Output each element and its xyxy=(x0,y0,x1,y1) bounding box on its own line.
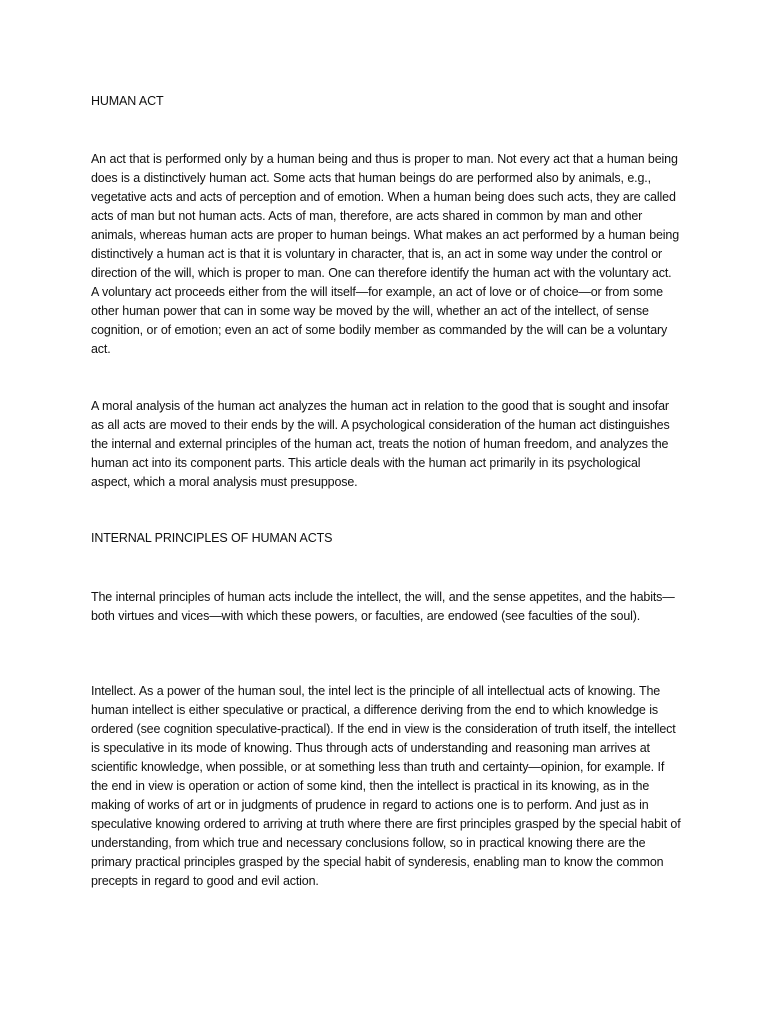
document-title-block xyxy=(91,92,681,111)
intro-paragraph: An act that is performed only by a human being and thus is proper to man. Not every act that a human being does is a distinctively human act. Some acts that human beings do are performed also by animals, e.g., vegetative acts and acts of perception and of emotion. When a human being does such acts, they are called acts of man but not human acts. Acts of man, therefore, are acts shared in common by man and other animals, whereas human acts are proper to human beings. What makes an act performed by a human being distinctively a human act is that it is voluntary in character, that is, an act in some way under the control or direction of the will, which is proper to man. One can therefore identify the human act with the voluntary act. A voluntary act proceeds either from the will itself—for example, an act of love or of choice—or from some other human power that can in some way be moved by the will, whether an act of the intellect, of sense cognition, or of emotion; even an act of some bodily member as commanded by the will can be a voluntary act. xyxy=(91,152,680,356)
intellect-paragraph-block xyxy=(91,682,681,891)
document-title: HUMAN ACT xyxy=(91,94,164,108)
internal-principles-paragraph: The internal principles of human acts include the intellect, the will, and the sense appetites, and the habits— both virtues and vices—with which these powers, or faculties, are endowed (see faculties of the soul). xyxy=(91,590,675,623)
section-heading: INTERNAL PRINCIPLES OF HUMAN ACTS xyxy=(91,531,333,545)
intro-paragraph-block xyxy=(91,150,681,359)
moral-analysis-paragraph: A moral analysis of the human act analyzes the human act in relation to the good that is sought and insofar as all acts are moved to their ends by the will. A psychological consideration of the human act distinguishes the internal and external principles of the human act, treats the notion of human freedom, and analyzes the human act into its component parts. This article deals with the human act primarily in its psychological aspect, which a moral analysis must presuppose. xyxy=(91,399,670,489)
section-heading-block xyxy=(91,529,681,548)
intellect-paragraph: Intellect. As a power of the human soul, the intel lect is the principle of all intellectual acts of knowing. The human intellect is either speculative or practical, a difference deriving from the end to which knowledge is ordered (see cognition speculative-practical). If the end in view is the consideration of truth itself, the intellect is speculative in its mode of knowing. Thus through acts of understanding and reasoning man arrives at scientific knowledge, when possible, or at something less than truth and certainty—opinion, for example. If the end in view is operation or action of some kind, then the intellect is practical in its knowing, as in the making of works of art or in judgments of prudence in regard to actions one is to perform. And just as in speculative knowing ordered to arriving at truth where there are first principles grasped by the special habit of understanding, from which true and necessary conclusions follow, so in practical knowing there are the primary practical principles grasped by the special habit of synderesis, enabling man to know the common precepts in regard to good and evil action. xyxy=(91,684,681,888)
moral-analysis-paragraph-block xyxy=(91,397,681,492)
internal-principles-paragraph-block xyxy=(91,588,681,626)
